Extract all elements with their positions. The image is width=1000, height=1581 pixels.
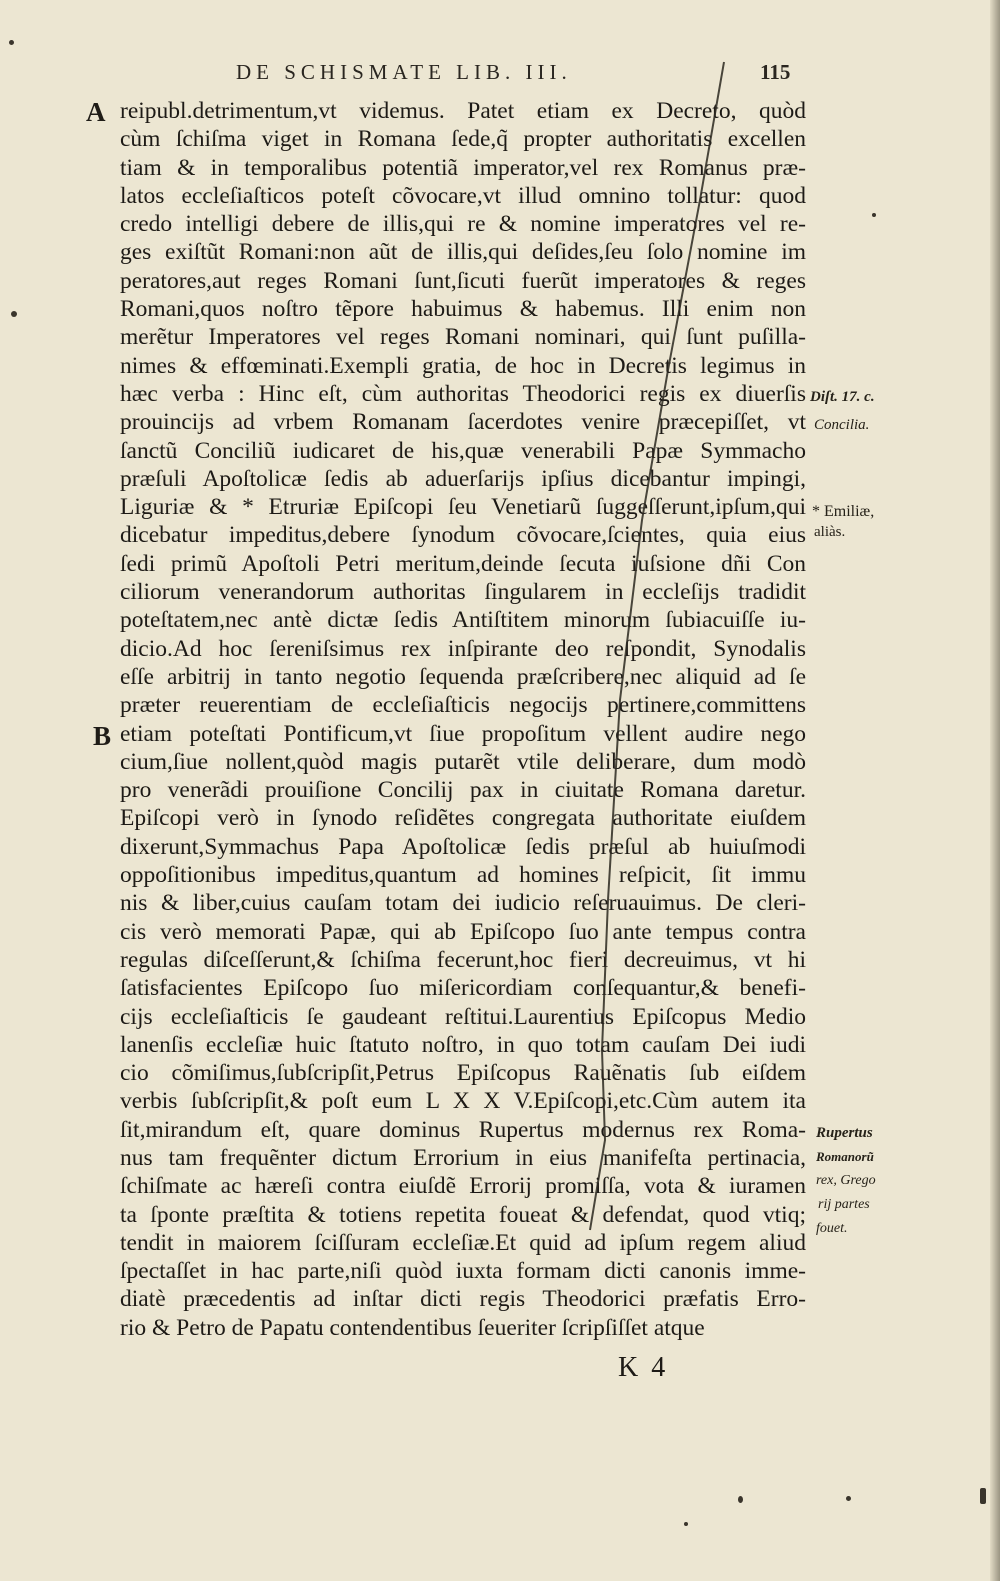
text-line: Liguriæ & * Etruriæ Epiſcopi ſeu Venetiarũ ſuggeſſerunt,ipſum,qui	[120, 494, 806, 521]
ink-speck	[11, 311, 17, 317]
ink-speck	[684, 1522, 688, 1526]
ink-speck	[872, 213, 876, 217]
marginal-note-alias: aliàs.	[814, 524, 846, 540]
text-line: dixerunt,Symmachus Papa Apoſtolicæ ſedis præſul ab huiuſmodi	[120, 833, 806, 860]
running-head: DE SCHISMATE LIB. III.	[236, 60, 572, 84]
text-line: ta ſponte præſtita & totiens repetita foueat & defendat, quod vtiq;	[120, 1201, 806, 1228]
text-line: diatè præcedentis ad inſtar dicti regis Theodorici præfatis Erro-	[120, 1286, 806, 1313]
text-line: peratores,aut reges Romani ſunt,ſicuti fuerũt imperatores & reges	[120, 267, 806, 294]
text-line: Epiſcopi verò in ſynodo reſidẽtes congregata authoritate eiuſdem	[120, 805, 806, 832]
section-letter-b: B	[93, 721, 112, 751]
marginal-note-rupertus: Rupertus	[816, 1125, 873, 1141]
text-line: regulas diſceſſerunt,& ſchiſma fecerunt,hoc fieri decreuimus, vt hi	[120, 946, 806, 973]
text-line: lanenſis eccleſiæ huic ſtatuto noſtro, in quo totam cauſam Dei iudi	[120, 1031, 806, 1058]
ink-speck	[980, 1488, 986, 1504]
text-line: ſchiſmate ac hæreſi contra eiuſdẽ Errorij promiſſa, vota & iuramen	[120, 1173, 806, 1200]
text-line: cijs eccleſiaſticis ſe gaudeant reſtitui.Laurentius Epiſcopus Medio	[120, 1003, 806, 1030]
text-line: cio cõmiſimus,ſubſcripſit,Petrus Epiſcopus Rauẽnatis ſub eiſdem	[120, 1060, 806, 1087]
ink-speck	[9, 40, 14, 45]
marginal-note-rij-partes: rij partes	[818, 1197, 870, 1212]
marginal-note-fouet: fouet.	[816, 1221, 848, 1236]
text-line: etiam poteſtati Pontificum,vt ſiue propoſitum vellent audire nego	[120, 720, 806, 747]
text-line: prouincijs ad vrbem Romanam ſacerdotes venire præcepiſſet, vt	[120, 409, 806, 436]
text-line: nimes & effœminati.Exempli gratia, de hoc in Decretis legimus in	[120, 352, 806, 379]
marginal-note-rex-grego: rex, Grego	[816, 1173, 876, 1188]
marginal-note-dist: Diſt. 17. c.	[810, 389, 875, 405]
text-line: præſuli Apoſtolicæ ſedis ab aduerſarijs ipſius dicebantur impingi,	[120, 465, 806, 492]
text-line: credo intelligi debere de illis,qui re & nomine imperatores vel re-	[120, 211, 806, 238]
text-line: oppoſitionibus impeditus,quantum ad homines reſpicit, ſit immu	[120, 862, 806, 889]
text-line: ſpectaſſet in hac parte,niſi quòd iuxta formam dicti canonis imme-	[120, 1258, 806, 1285]
text-line: eſſe arbitrij in tanto negotio ſequenda præſcribere,nec aliquid ad ſe	[120, 663, 806, 690]
text-line: hæc verba : Hinc eſt, cùm authoritas Theodorici regis ex diuerſis	[120, 380, 806, 407]
text-line: nis & liber,cuius cauſam totam dei iudicio reſeruauimus. De cleri-	[120, 890, 806, 917]
text-line: tendit in maiorem ſciſſuram eccleſiæ.Et quid ad ipſum regem aliud	[120, 1229, 806, 1256]
marginal-note-concilia: Concilia.	[814, 417, 870, 433]
section-letter-a: A	[86, 97, 106, 127]
text-line: ſanctũ Conciliũ iudicaret de his,quæ venerabili Papæ Symmacho	[120, 437, 806, 464]
ink-speck	[738, 1496, 743, 1503]
text-line: dicio.Ad hoc ſereniſsimus rex inſpirante deo reſpondit, Synodalis	[120, 635, 806, 662]
text-line: cis verò memorati Papæ, qui ab Epiſcopo ſuo ante tempus contra	[120, 918, 806, 945]
text-line: cium,ſiue nollent,quòd magis putarẽt vtile deliberare, dum modò	[120, 748, 806, 775]
text-line: dicebatur impeditus,debere ſynodum cõvocare,ſcientes, quia eius	[120, 522, 806, 549]
text-line: poteſtatem,nec antè dictæ ſedis Antiſtitem minorum ſubiacuiſſe iu-	[120, 607, 806, 634]
text-line: reipubl.detrimentum,vt videmus. Patet etiam ex Decreto, quòd	[120, 98, 806, 124]
text-line: nus tam frequẽnter dictum Errorium in eius manifeſta pertinacia,	[120, 1144, 806, 1171]
signature-mark: K 4	[618, 1352, 669, 1383]
folio-number: 115	[760, 60, 791, 84]
text-line: Romani,quos noſtro tẽpore habuimus & habemus. Illi enim non	[120, 296, 806, 323]
text-line: pro venerãdi prouiſione Concilij pax in ciuitate Romana daretur.	[120, 777, 806, 804]
text-line: cùm ſchiſma viget in Romana ſede,q̃ propter authoritatis excellen	[120, 126, 806, 153]
marginal-note-romanorum: Romanorũ	[816, 1149, 874, 1164]
text-line: verbis ſubſcripſit,& poſt eum L X X V.Epiſcopi,etc.Cùm autem ita	[120, 1088, 806, 1115]
text-line: merẽtur Imperatores vel reges Romani nominari, qui ſunt puſilla-	[120, 324, 806, 351]
ink-speck	[846, 1496, 851, 1501]
text-line: latos eccleſiaſticos poteſt cõvocare,vt illud omnino tollatur: quod	[120, 182, 806, 209]
text-line: ſedi primũ Apoſtoli Petri meritum,deinde ſecuta iuſsione dñi Con	[120, 550, 806, 577]
text-line: ciliorum venerandorum authoritas ſingularem in eccleſijs tradidit	[120, 579, 806, 606]
text-line: ſit,mirandum eſt, quare dominus Rupertus modernus rex Roma-	[120, 1116, 806, 1143]
text-line: rio & Petro de Papatu contendentibus ſeueriter ſcripſiſſet atque	[120, 1314, 705, 1341]
marginal-note-emiliae: * Emiliæ,	[812, 503, 875, 520]
text-line: ſatisfacientes Epiſcopo ſuo miſericordiam conſequantur,& benefi-	[120, 975, 806, 1002]
text-line: præter reuerentiam de eccleſiaſticis negocijs pertinere,committens	[120, 692, 806, 719]
text-line: tiam & in temporalibus potentiã imperator,vel rex Romanus præ-	[120, 154, 806, 181]
text-line: ges exiſtũt Romani:non aũt de illis,qui deſides,ſeu ſolo nomine im	[120, 239, 806, 266]
